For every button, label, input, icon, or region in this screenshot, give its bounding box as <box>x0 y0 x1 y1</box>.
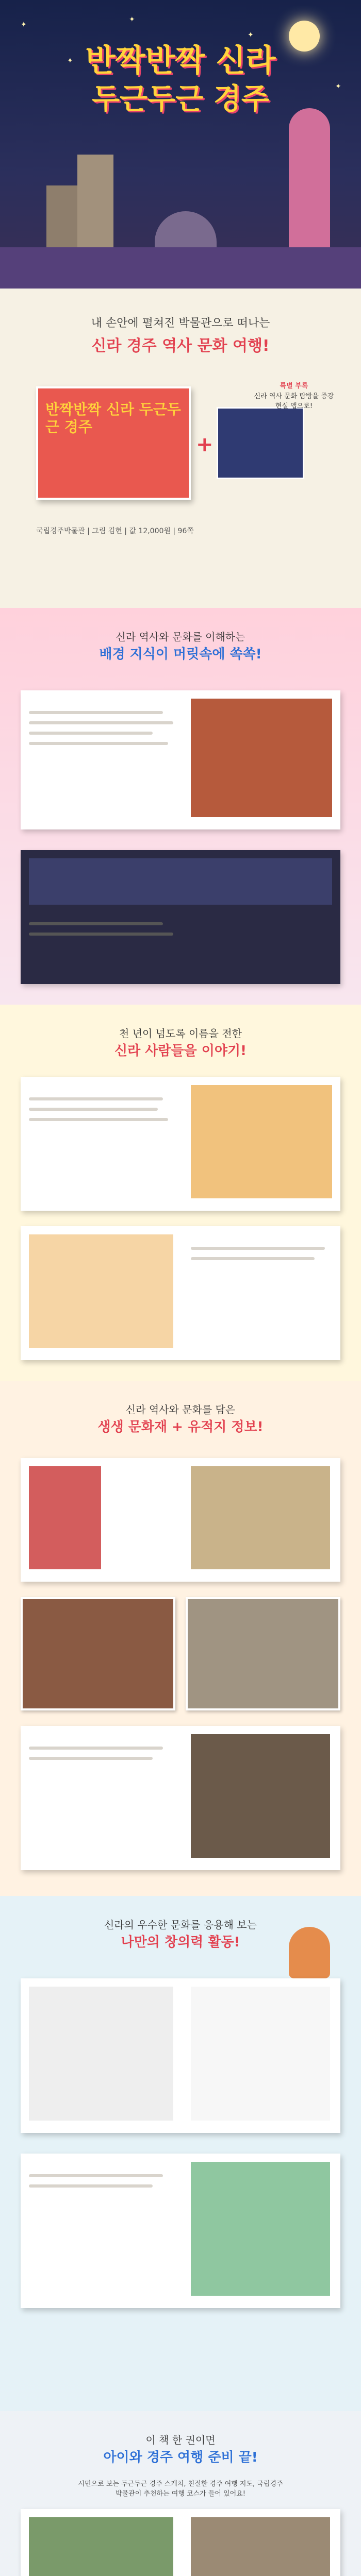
spread-page <box>21 1458 340 1582</box>
travel-prep-section <box>0 2411 361 2576</box>
section5-desc: 시민으로 보는 두근두근 경주 스케치, 친절한 경주 여행 지도, 국립경주박물관이 추천하는 여행 코스가 들어 있어요! <box>78 2480 283 2498</box>
section4-line2: 나만의 창의력 활동! <box>121 1935 240 1950</box>
artifact-photo <box>191 1466 330 1569</box>
ar-card-image <box>217 407 304 479</box>
intro-section <box>0 289 361 608</box>
section1-line1: 신라 역사와 문화를 이해하는 <box>116 631 245 643</box>
section1-headline <box>0 629 361 663</box>
crown-coloring-illustration <box>29 1987 173 2121</box>
world-map-illustration <box>191 2162 330 2296</box>
intro-lead-line2: 신라 경주 역사 문화 여행! <box>91 337 270 355</box>
star-icon: ✦ <box>67 57 73 65</box>
star-icon: ✦ <box>129 15 135 24</box>
spread-page <box>21 1226 340 1360</box>
section2-line1: 천 년이 넘도록 이름을 전한 <box>119 1027 242 1040</box>
spread-page <box>21 850 340 984</box>
illustration <box>191 699 332 817</box>
star-icon: ✦ <box>248 31 254 39</box>
section5-line1: 이 책 한 권이면 <box>145 2434 216 2446</box>
stone-pagoda-photo <box>186 1597 340 1710</box>
heritage-info-section <box>0 1381 361 1896</box>
hero-title-line2: 두근두근 경주 <box>91 82 270 116</box>
hero-title-line1: 반짝반짝 신라 <box>85 43 276 79</box>
section3-line1: 신라 역사와 문화를 담은 <box>125 1403 236 1416</box>
spread-page <box>21 690 340 829</box>
section4-line1: 신라의 우수한 문화를 응용해 보는 <box>104 1919 257 1931</box>
world-map-illustration <box>191 1085 332 1198</box>
spread-page <box>21 2154 340 2308</box>
spread-page <box>21 1726 340 1870</box>
section5-headline <box>0 2432 361 2466</box>
travel-photo <box>191 2517 330 2576</box>
illustration <box>29 858 332 905</box>
hero-section <box>0 0 361 289</box>
silla-people-section <box>0 1005 361 1381</box>
book-meta: 국립경주박물관 | 그림 김현 | 값 12,000원 | 96쪽 <box>36 527 194 535</box>
spread-page <box>21 1077 340 1211</box>
star-icon: ✦ <box>335 82 341 91</box>
travel-photo <box>29 2517 173 2576</box>
book-cover <box>36 386 191 500</box>
gift-label: 특별 부록 <box>280 382 308 390</box>
plus-icon: + <box>196 433 214 456</box>
section3-line2: 생생 문화재 + 유적지 정보! <box>97 1419 264 1435</box>
spread-page <box>21 2509 340 2576</box>
gift-text: 신라 역사 문화 탐방을 증강현실 앱으로! <box>254 392 334 410</box>
section1-line2: 배경 지식이 머릿속에 쏙쏙! <box>99 647 262 662</box>
hot-air-balloon-illustration <box>289 1927 330 1978</box>
section3-headline <box>0 1401 361 1435</box>
creative-activity-section <box>0 1896 361 2411</box>
illustration <box>29 1234 173 1348</box>
gift-box <box>253 381 335 412</box>
activity-illustration <box>191 1987 330 2121</box>
spread-page <box>21 1978 340 2133</box>
intro-lead-line1: 내 손안에 펼쳐진 박물관으로 떠나는 <box>91 317 270 330</box>
section2-headline <box>0 1025 361 1059</box>
costume-illustration <box>29 1466 101 1569</box>
grotto-photo <box>191 1734 330 1858</box>
section5-line2: 아이와 경주 여행 준비 끝! <box>103 2450 258 2465</box>
book-cover-title: 반짝반짝 신라 두근두근 경주 <box>45 401 181 435</box>
section2-line2: 신라 사람들을 이야기! <box>114 1043 247 1059</box>
background-knowledge-section <box>0 608 361 1005</box>
temple-photo <box>21 1597 175 1710</box>
star-icon: ✦ <box>21 21 27 29</box>
ground <box>0 247 361 289</box>
